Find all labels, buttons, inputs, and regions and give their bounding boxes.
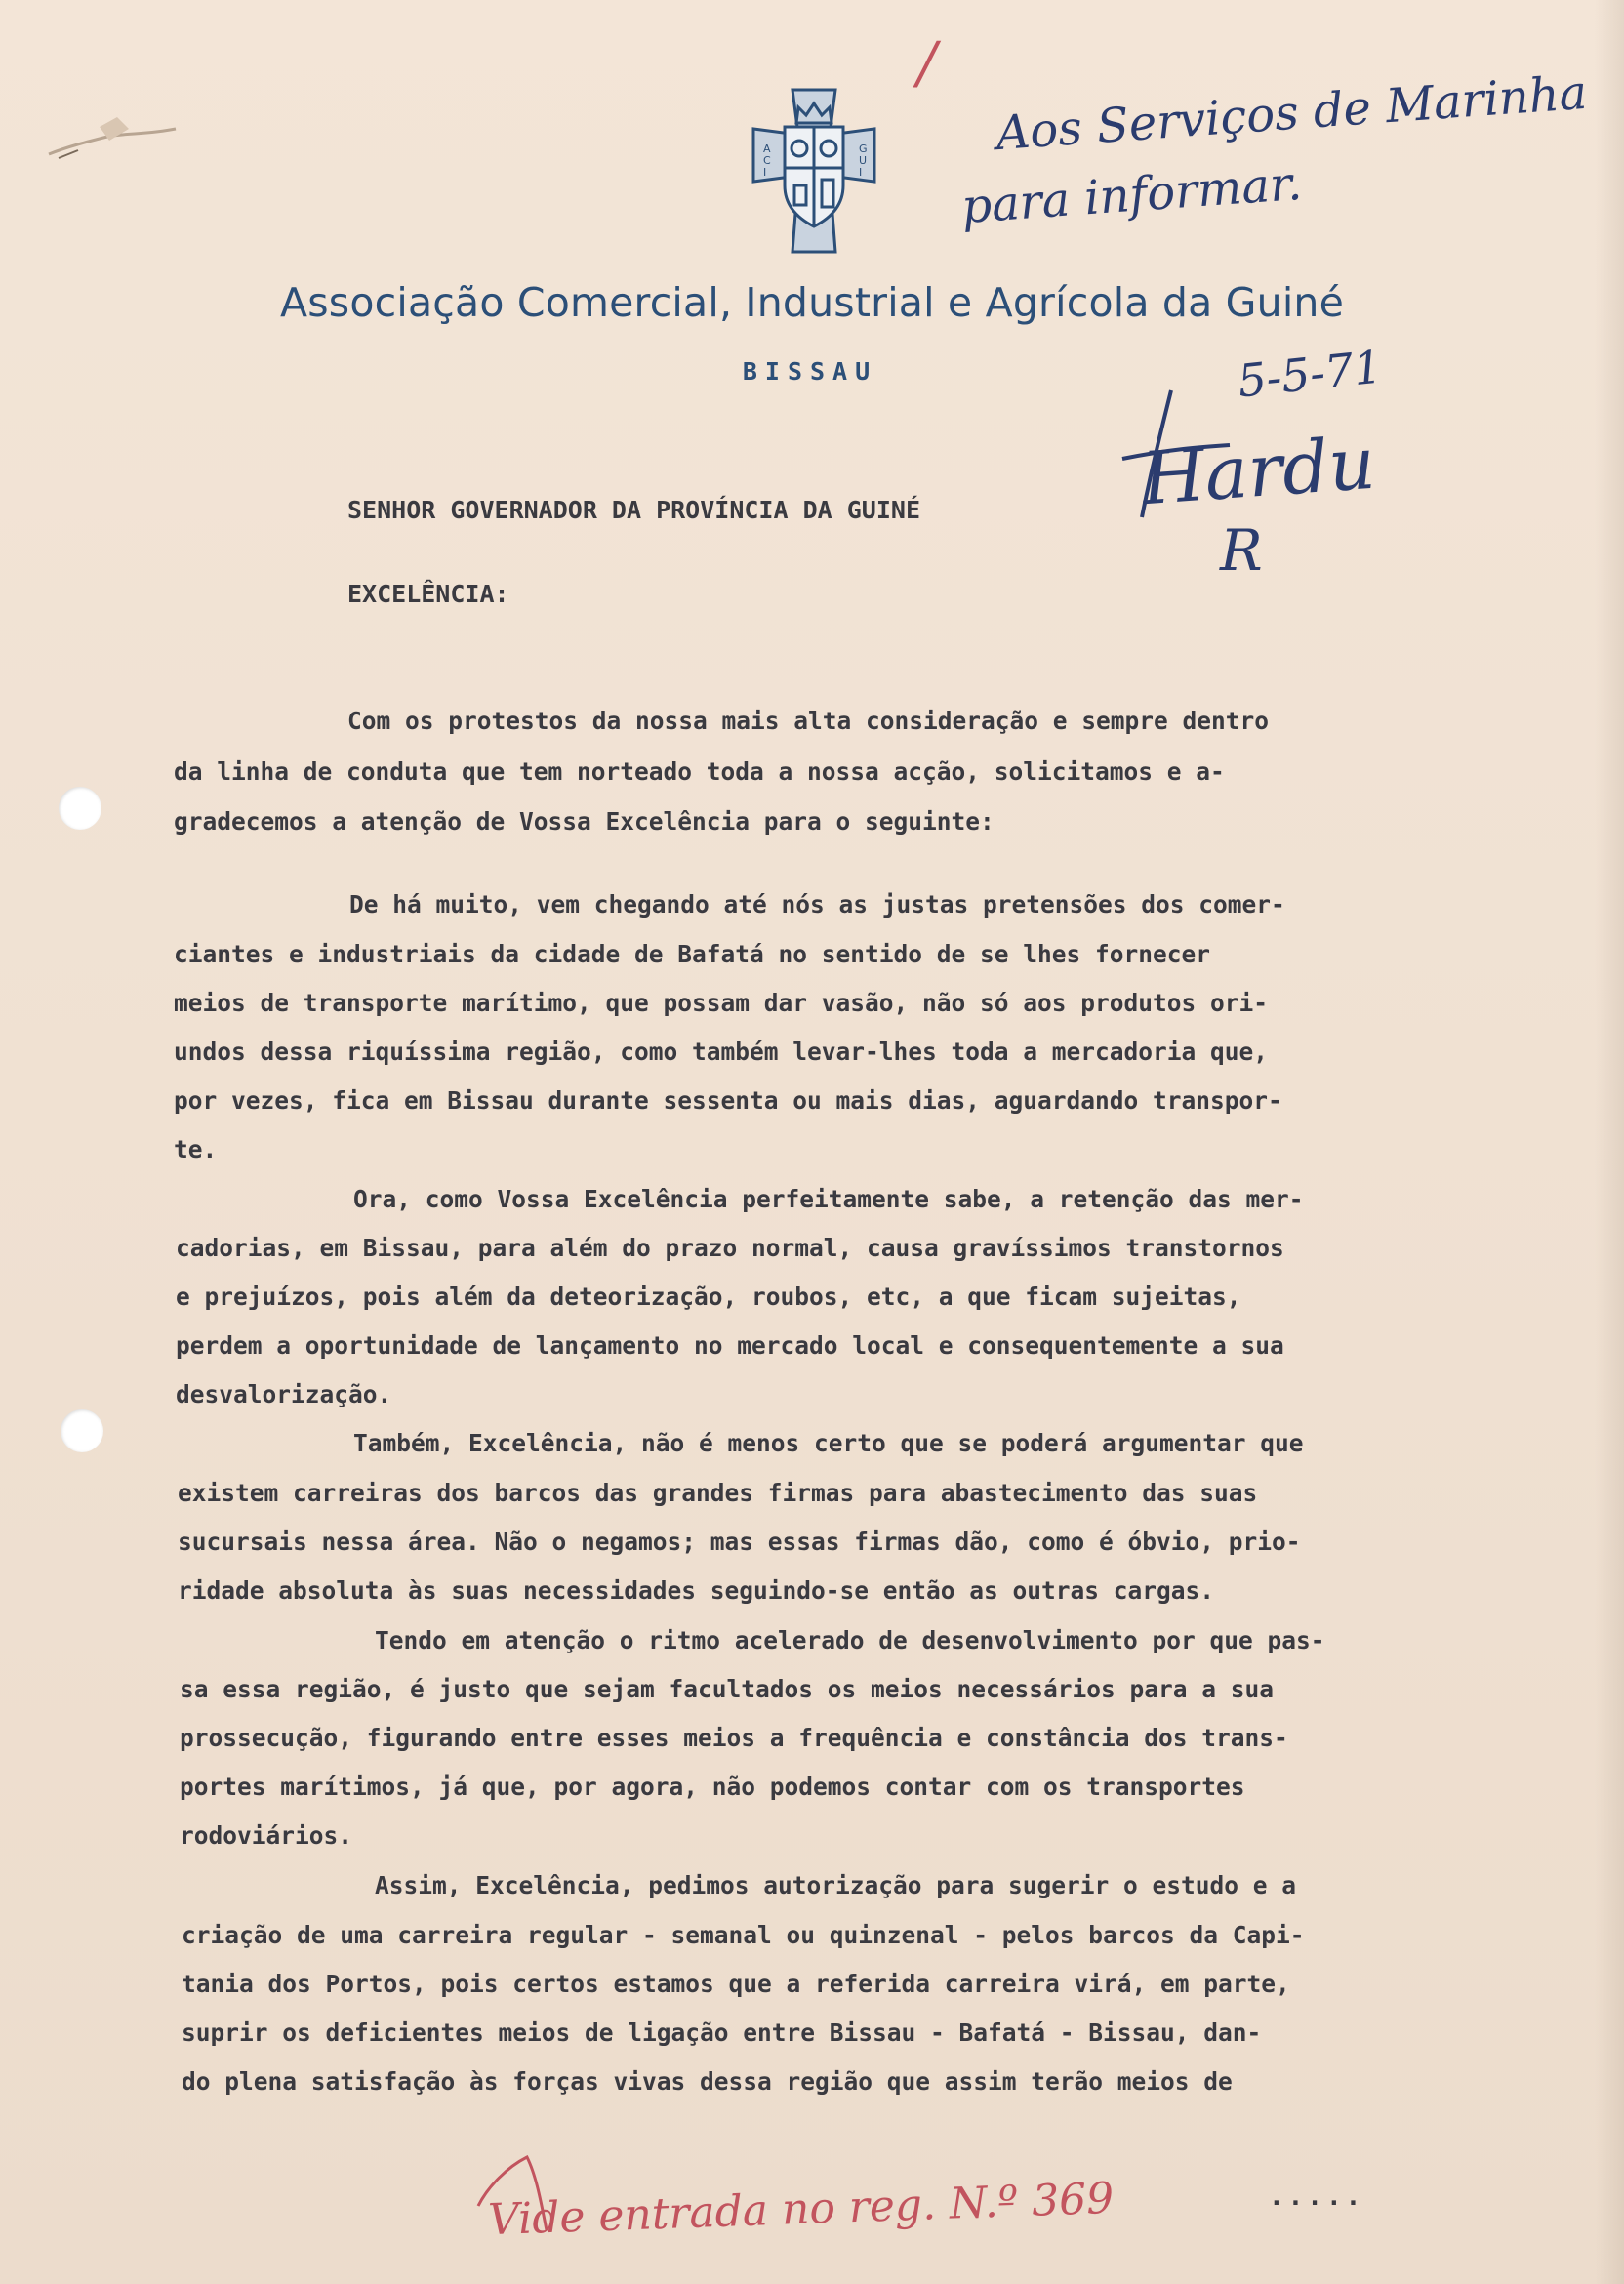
body-line: De há muito, vem chegando até nós as justas pretensões dos comer- — [349, 890, 1285, 918]
handwritten-routing-note-line2: para informar. — [959, 155, 1304, 235]
page-edge-shadow — [1595, 0, 1624, 2284]
handwritten-footer-note: Vide entrada no reg. N.º 369 — [487, 2173, 1116, 2246]
organization-name: Associação Comercial, Industrial e Agrícola da Guiné — [279, 279, 1345, 326]
body-line: tania dos Portos, pois certos estamos que a referida carreira virá, em parte, — [182, 1970, 1290, 1998]
continuation-dots: ..... — [1269, 2182, 1365, 2212]
svg-text:I: I — [763, 166, 767, 179]
body-line: sucursais nessa área. Não o negamos; mas essas firmas dão, como é óbvio, prio- — [178, 1528, 1301, 1556]
body-line: sa essa região, é justo que sejam facultados os meios necessários para a sua — [180, 1675, 1275, 1703]
shield-cross-emblem-icon — [728, 84, 900, 260]
handwritten-routing-note-line1: Aos Serviços de Marinha — [994, 64, 1589, 162]
body-line: prossecução, figurando entre esses meios a frequência e constância dos trans- — [180, 1724, 1288, 1752]
svg-text:G: G — [859, 143, 868, 155]
body-line: perdem a oportunidade de lançamento no mercado local e consequentemente a sua — [176, 1331, 1284, 1360]
body-line: Tendo em atenção o ritmo acelerado de desenvolvimento por que pas- — [375, 1626, 1325, 1654]
body-line: Assim, Excelência, pedimos autorização para sugerir o estudo e a — [375, 1871, 1297, 1899]
body-line: Também, Excelência, não é menos certo que se poderá argumentar que — [353, 1429, 1304, 1457]
body-line: criação de uma carreira regular - semanal ou quinzenal - pelos barcos da Capi- — [182, 1921, 1305, 1949]
handwritten-initial: R — [1220, 517, 1263, 584]
body-line: e prejuízos, pois além da deteorização, roubos, etc, a que ficam sujeitas, — [176, 1283, 1241, 1311]
body-line: ciantes e industriais da cidade de Bafatá no sentido de se lhes fornecer — [174, 940, 1211, 968]
body-line: undos dessa riquíssima região, como também levar-lhes toda a mercadoria que, — [174, 1038, 1269, 1066]
body-line: da linha de conduta que tem norteado toda a nossa acção, solicitamos e a- — [174, 757, 1225, 786]
punch-hole-lower — [61, 1409, 103, 1452]
body-line: desvalorização. — [176, 1380, 392, 1408]
svg-text:U: U — [859, 154, 868, 167]
body-line: Com os protestos da nossa mais alta consideração e sempre dentro — [347, 707, 1270, 735]
body-line: por vezes, fica em Bissau durante sessenta ou mais dias, aguardando transpor- — [174, 1086, 1282, 1115]
body-line: ridade absoluta às suas necessidades seguindo-se então as outras cargas. — [178, 1576, 1215, 1605]
handwritten-date: 5-5-71 — [1235, 340, 1385, 408]
body-line: meios de transporte marítimo, que possam dar vasão, não só aos produtos ori- — [174, 989, 1269, 1017]
body-line: portes marítimos, já que, por agora, não podemos contar com os transportes — [180, 1773, 1245, 1801]
body-line: gradecemos a atenção de Vossa Excelência para o seguinte: — [174, 807, 995, 836]
handwritten-signature: Hardu — [1139, 421, 1378, 522]
body-line: cadorias, em Bissau, para além do prazo normal, causa gravíssimos transtornos — [176, 1234, 1284, 1262]
body-line: te. — [174, 1135, 218, 1163]
letter-salutation: EXCELÊNCIA: — [347, 580, 509, 608]
organization-city: BISSAU — [742, 357, 878, 386]
svg-text:A: A — [763, 143, 771, 155]
letter-addressee: SENHOR GOVERNADOR DA PROVÍNCIA DA GUINÉ — [347, 496, 920, 524]
body-line: existem carreiras dos barcos das grandes firmas para abastecimento das suas — [178, 1479, 1258, 1507]
body-line: do plena satisfação às forças vivas dessa região que assim terão meios de — [182, 2067, 1233, 2096]
handwritten-tick: / — [917, 29, 937, 96]
svg-text:I: I — [859, 166, 863, 179]
body-line: rodoviários. — [180, 1821, 353, 1850]
body-line: suprir os deficientes meios de ligação entre Bissau - Bafatá - Bissau, dan- — [182, 2019, 1262, 2047]
body-line: Ora, como Vossa Excelência perfeitamente sabe, a retenção das mer- — [353, 1185, 1304, 1213]
punch-hole-upper — [59, 787, 102, 830]
svg-text:C: C — [763, 154, 771, 167]
torn-paper-mark — [39, 107, 185, 166]
